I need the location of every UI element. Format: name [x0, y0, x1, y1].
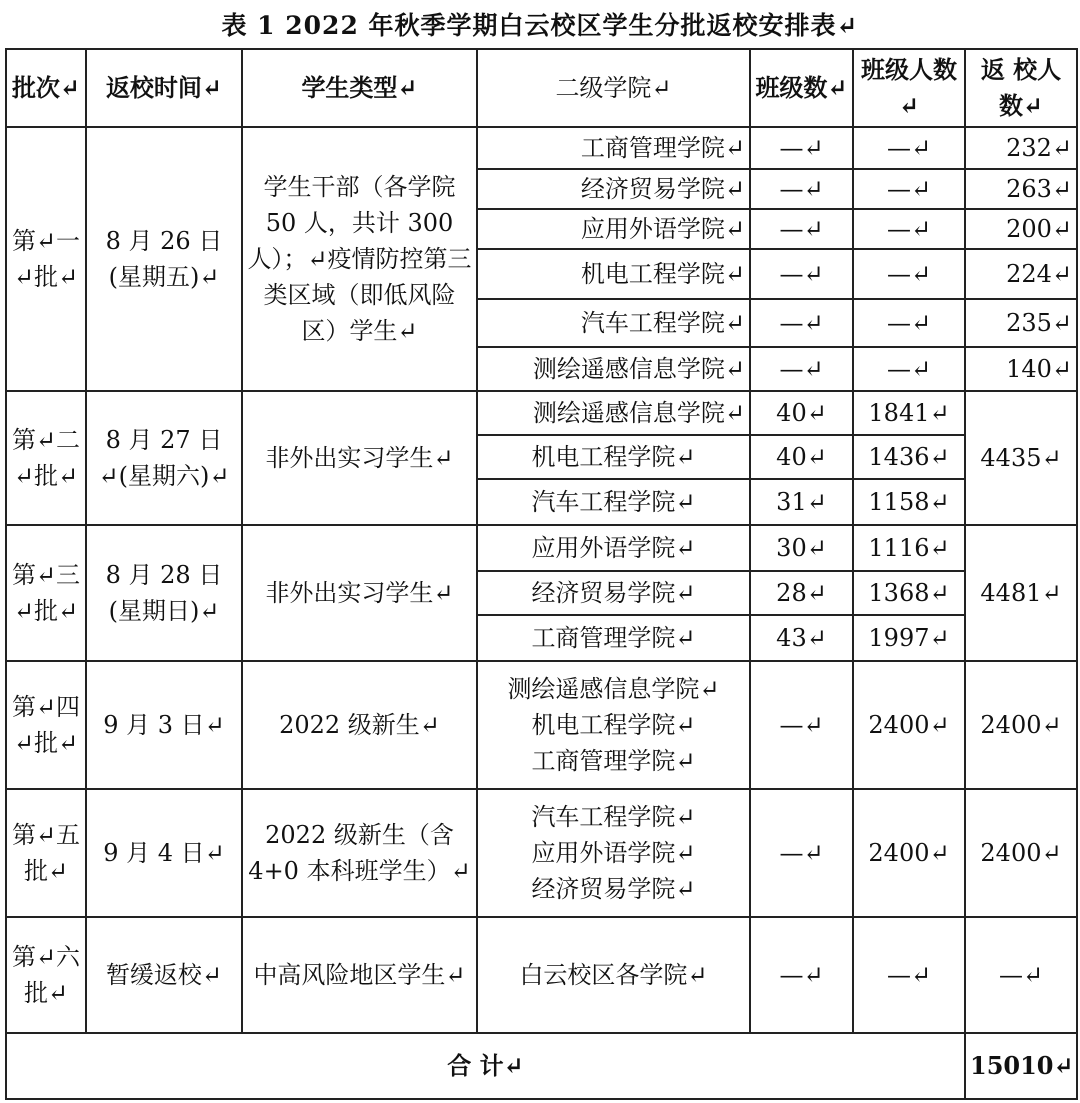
college-line: 汽车工程学院↵ — [531, 803, 696, 831]
count-cell: 235↵ — [965, 299, 1077, 347]
total-value: 15010↵ — [965, 1033, 1077, 1099]
batch3-name: 第↵三↵批↵ — [6, 525, 86, 661]
total-label: 合 计↵ — [6, 1033, 965, 1099]
size-cell: —↵ — [853, 209, 965, 249]
size-cell: 1368↵ — [853, 571, 965, 615]
batch6-name: 第↵六批↵ — [6, 917, 86, 1033]
header-type: 学生类型↵ — [242, 49, 477, 127]
classes-cell: 31↵ — [750, 479, 853, 525]
count-cell: 232↵ — [965, 127, 1077, 169]
batch3-total: 4481↵ — [965, 525, 1077, 661]
classes-cell: 43↵ — [750, 615, 853, 661]
batch6-college: 白云校区各学院↵ — [477, 917, 750, 1033]
batch5-classes: —↵ — [750, 789, 853, 917]
schedule-table — [5, 48, 1078, 1100]
table-row — [6, 391, 1077, 435]
size-cell: 1158↵ — [853, 479, 965, 525]
college-cell: 工商管理学院↵ — [477, 615, 750, 661]
count-cell: 263↵ — [965, 169, 1077, 209]
college-cell: 经济贸易学院↵ — [477, 571, 750, 615]
batch1-name: 第↵一↵批↵ — [6, 127, 86, 391]
classes-cell: —↵ — [750, 209, 853, 249]
header-time: 返校时间↵ — [86, 49, 242, 127]
batch2-type: 非外出实习学生↵ — [242, 391, 477, 525]
header-batch: 批次↵ — [6, 49, 86, 127]
college-cell: 机电工程学院↵ — [477, 249, 750, 299]
table-row — [6, 917, 1077, 1033]
batch1-type: 学生干部（各学院 50 人，共计 300 人）；↵疫情防控第三类区域（即低风险区）学生↵ — [242, 127, 477, 391]
batch2-total: 4435↵ — [965, 391, 1077, 525]
batch5-colleges — [477, 789, 750, 917]
college-cell: 机电工程学院↵ — [477, 435, 750, 479]
college-cell: 测绘遥感信息学院↵ — [477, 391, 750, 435]
total-row — [6, 1033, 1077, 1099]
header-row — [6, 49, 1077, 127]
batch4-classes: —↵ — [750, 661, 853, 789]
size-cell: —↵ — [853, 347, 965, 391]
college-line: 应用外语学院↵ — [531, 839, 696, 867]
classes-cell: —↵ — [750, 347, 853, 391]
batch3-type: 非外出实习学生↵ — [242, 525, 477, 661]
batch5-size: 2400↵ — [853, 789, 965, 917]
batch5-time: 9 月 4 日↵ — [86, 789, 242, 917]
batch5-name: 第↵五批↵ — [6, 789, 86, 917]
table-row — [6, 661, 1077, 789]
count-cell: 200↵ — [965, 209, 1077, 249]
classes-cell: —↵ — [750, 127, 853, 169]
batch6-size: —↵ — [853, 917, 965, 1033]
batch5-count: 2400↵ — [965, 789, 1077, 917]
classes-cell: —↵ — [750, 249, 853, 299]
batch4-name: 第↵四↵批↵ — [6, 661, 86, 789]
college-cell: 测绘遥感信息学院↵ — [477, 347, 750, 391]
college-cell: 应用外语学院↵ — [477, 209, 750, 249]
batch6-type: 中高风险地区学生↵ — [242, 917, 477, 1033]
classes-cell: 40↵ — [750, 391, 853, 435]
batch6-time: 暂缓返校↵ — [86, 917, 242, 1033]
size-cell: 1436↵ — [853, 435, 965, 479]
batch4-colleges — [477, 661, 750, 789]
count-cell: 140↵ — [965, 347, 1077, 391]
header-return-count: 返 校人数↵ — [965, 49, 1077, 127]
batch6-classes: —↵ — [750, 917, 853, 1033]
classes-cell: 30↵ — [750, 525, 853, 571]
size-cell: —↵ — [853, 249, 965, 299]
college-cell: 工商管理学院↵ — [477, 127, 750, 169]
table-row — [6, 127, 1077, 169]
batch2-name: 第↵二↵批↵ — [6, 391, 86, 525]
size-cell: —↵ — [853, 169, 965, 209]
batch3-time: 8 月 28 日(星期日)↵ — [86, 525, 242, 661]
college-cell: 应用外语学院↵ — [477, 525, 750, 571]
classes-cell: —↵ — [750, 299, 853, 347]
size-cell: 1116↵ — [853, 525, 965, 571]
batch2-time: 8 月 27 日↵(星期六)↵ — [86, 391, 242, 525]
college-cell: 经济贸易学院↵ — [477, 169, 750, 209]
college-line: 机电工程学院↵ — [531, 711, 696, 739]
batch4-time: 9 月 3 日↵ — [86, 661, 242, 789]
college-cell: 汽车工程学院↵ — [477, 479, 750, 525]
batch1-time: 8 月 26 日(星期五)↵ — [86, 127, 242, 391]
header-classes: 班级数↵ — [750, 49, 853, 127]
college-line: 测绘遥感信息学院↵ — [507, 675, 720, 703]
size-cell: 1841↵ — [853, 391, 965, 435]
table-row — [6, 789, 1077, 917]
header-class-size: 班级人数↵ — [853, 49, 965, 127]
classes-cell: 28↵ — [750, 571, 853, 615]
size-cell: 1997↵ — [853, 615, 965, 661]
college-line: 工商管理学院↵ — [531, 747, 696, 775]
size-cell: —↵ — [853, 127, 965, 169]
count-cell: 224↵ — [965, 249, 1077, 299]
size-cell: —↵ — [853, 299, 965, 347]
batch4-type: 2022 级新生↵ — [242, 661, 477, 789]
batch4-count: 2400↵ — [965, 661, 1077, 789]
batch5-type: 2022 级新生（含 4+0 本科班学生）↵ — [242, 789, 477, 917]
college-line: 经济贸易学院↵ — [531, 875, 696, 903]
college-cell: 汽车工程学院↵ — [477, 299, 750, 347]
table-row — [6, 525, 1077, 571]
classes-cell: 40↵ — [750, 435, 853, 479]
header-college: 二级学院↵ — [477, 49, 750, 127]
table-title: 表 1 2022 年秋季学期白云校区学生分批返校安排表↵ — [221, 11, 859, 40]
batch4-size: 2400↵ — [853, 661, 965, 789]
classes-cell: —↵ — [750, 169, 853, 209]
batch6-count: —↵ — [965, 917, 1077, 1033]
